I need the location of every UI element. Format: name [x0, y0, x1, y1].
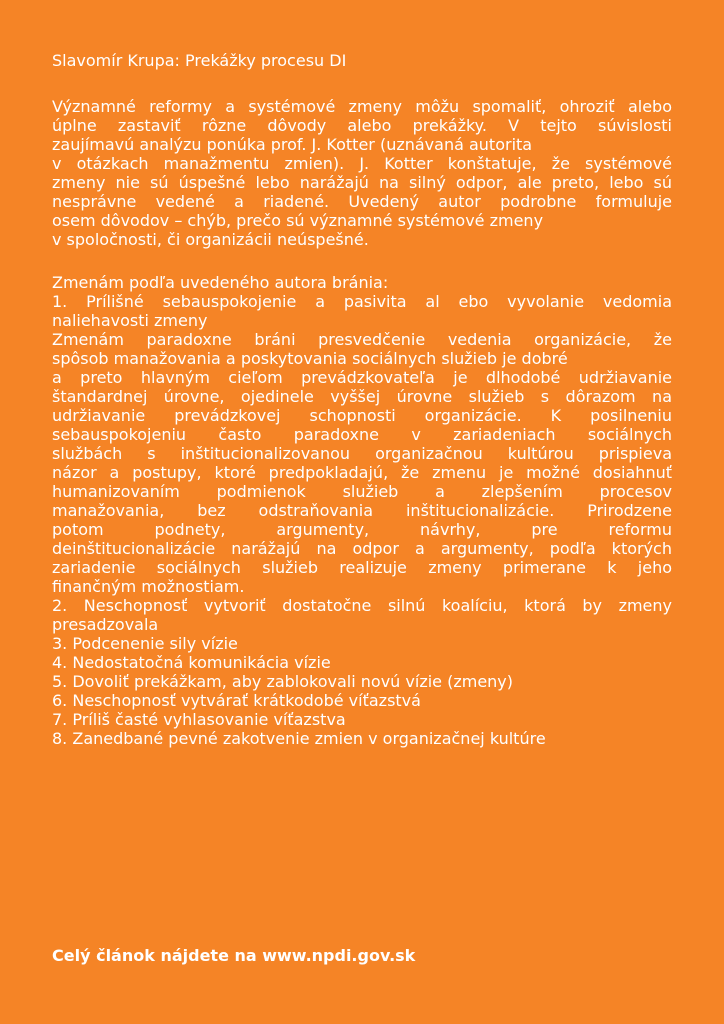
item-1-detail-line: zariadenie sociálnych služieb realizuje zmeny primerane k jeho: [52, 558, 672, 577]
item-1-detail-line: štandardnej úrovne, ojedinele vyššej úrovne služieb s dôrazom na: [52, 387, 672, 406]
item-1-detail-line: udržiavanie prevádzkovej schopnosti organizácie. K posilneniu: [52, 406, 672, 425]
barriers-heading: Zmenám podľa uvedeného autora bránia:: [52, 273, 389, 292]
intro-line: Významné reformy a systémové zmeny môžu spomaliť, ohroziť alebo: [52, 97, 672, 116]
intro-line: v spoločnosti, či organizácii neúspešné.: [52, 230, 369, 249]
item-1-detail-line: službách s inštitucionalizovanou organizačnou kultúrou prispieva: [52, 444, 672, 463]
item-1-detail-line: spôsob manažovania a poskytovania sociálnych služieb je dobré: [52, 349, 568, 368]
item-1-detail-line: finančným možnostiam.: [52, 577, 245, 596]
item-1-detail-line: názor a postupy, ktoré predpokladajú, že zmenu je možné dosiahnuť: [52, 463, 672, 482]
intro-line: zaujímavú analýzu ponúka prof. J. Kotter (uznávaná autorita: [52, 135, 533, 154]
item-1-detail-line: humanizovaním podmienok služieb a zlepšením procesov: [52, 482, 672, 501]
intro-line: úplne zastaviť rôzne dôvody alebo prekážky. V tejto súvislosti: [52, 116, 672, 135]
item-1-detail-line: manažovania, bez odstraňovania inštitucionalizácie. Prirodzene: [52, 501, 672, 520]
list-item-6: 6. Neschopnosť vytvárať krátkodobé víťazstvá: [52, 691, 421, 710]
item-1-detail-line: a preto hlavným cieľom prevádzkovateľa je dlhodobé udržiavanie: [52, 368, 672, 387]
item-1-detail-line: deinštitucionalizácie narážajú na odpor a argumenty, podľa ktorých: [52, 539, 672, 558]
item-1-detail-line: potom podnety, argumenty, návrhy, pre reformu: [52, 520, 672, 539]
list-item-2-cont: presadzovala: [52, 615, 159, 634]
intro-line: v otázkach manažmentu zmien). J. Kotter konštatuje, že systémové: [52, 154, 672, 173]
document-title: Slavomír Krupa: Prekážky procesu DI: [52, 51, 347, 70]
intro-line: osem dôvodov – chýb, prečo sú významné systémové zmeny: [52, 211, 544, 230]
footer-link-text: Celý článok nájdete na www.npdi.gov.sk: [52, 946, 416, 965]
list-item-5: 5. Dovoliť prekážkam, aby zablokovali novú vízie (zmeny): [52, 672, 514, 691]
list-item-1-cont: naliehavosti zmeny: [52, 311, 208, 330]
list-item-4: 4. Nedostatočná komunikácia vízie: [52, 653, 331, 672]
list-item-8: 8. Zanedbané pevné zakotvenie zmien v organizačnej kultúre: [52, 729, 546, 748]
barriers-section: [52, 273, 672, 748]
item-1-detail-line: sebauspokojeniu často paradoxne v zariadeniach sociálnych: [52, 425, 672, 444]
intro-line: zmeny nie sú úspešné lebo narážajú na silný odpor, ale preto, lebo sú: [52, 173, 672, 192]
list-item-7: 7. Príliš časté vyhlasovanie víťazstva: [52, 710, 346, 729]
list-item-1: 1. Prílišné sebauspokojenie a pasivita al ebo vyvolanie vedomia: [52, 292, 672, 311]
list-item-3: 3. Podcenenie sily vízie: [52, 634, 238, 653]
intro-paragraph: [52, 97, 672, 249]
list-item-2: 2. Neschopnosť vytvoriť dostatočne silnú koalíciu, ktorá by zmeny: [52, 596, 672, 615]
item-1-detail-line: Zmenám paradoxne bráni presvedčenie vedenia organizácie, že: [52, 330, 672, 349]
intro-line: nesprávne vedené a riadené. Uvedený autor podrobne formuluje: [52, 192, 672, 211]
